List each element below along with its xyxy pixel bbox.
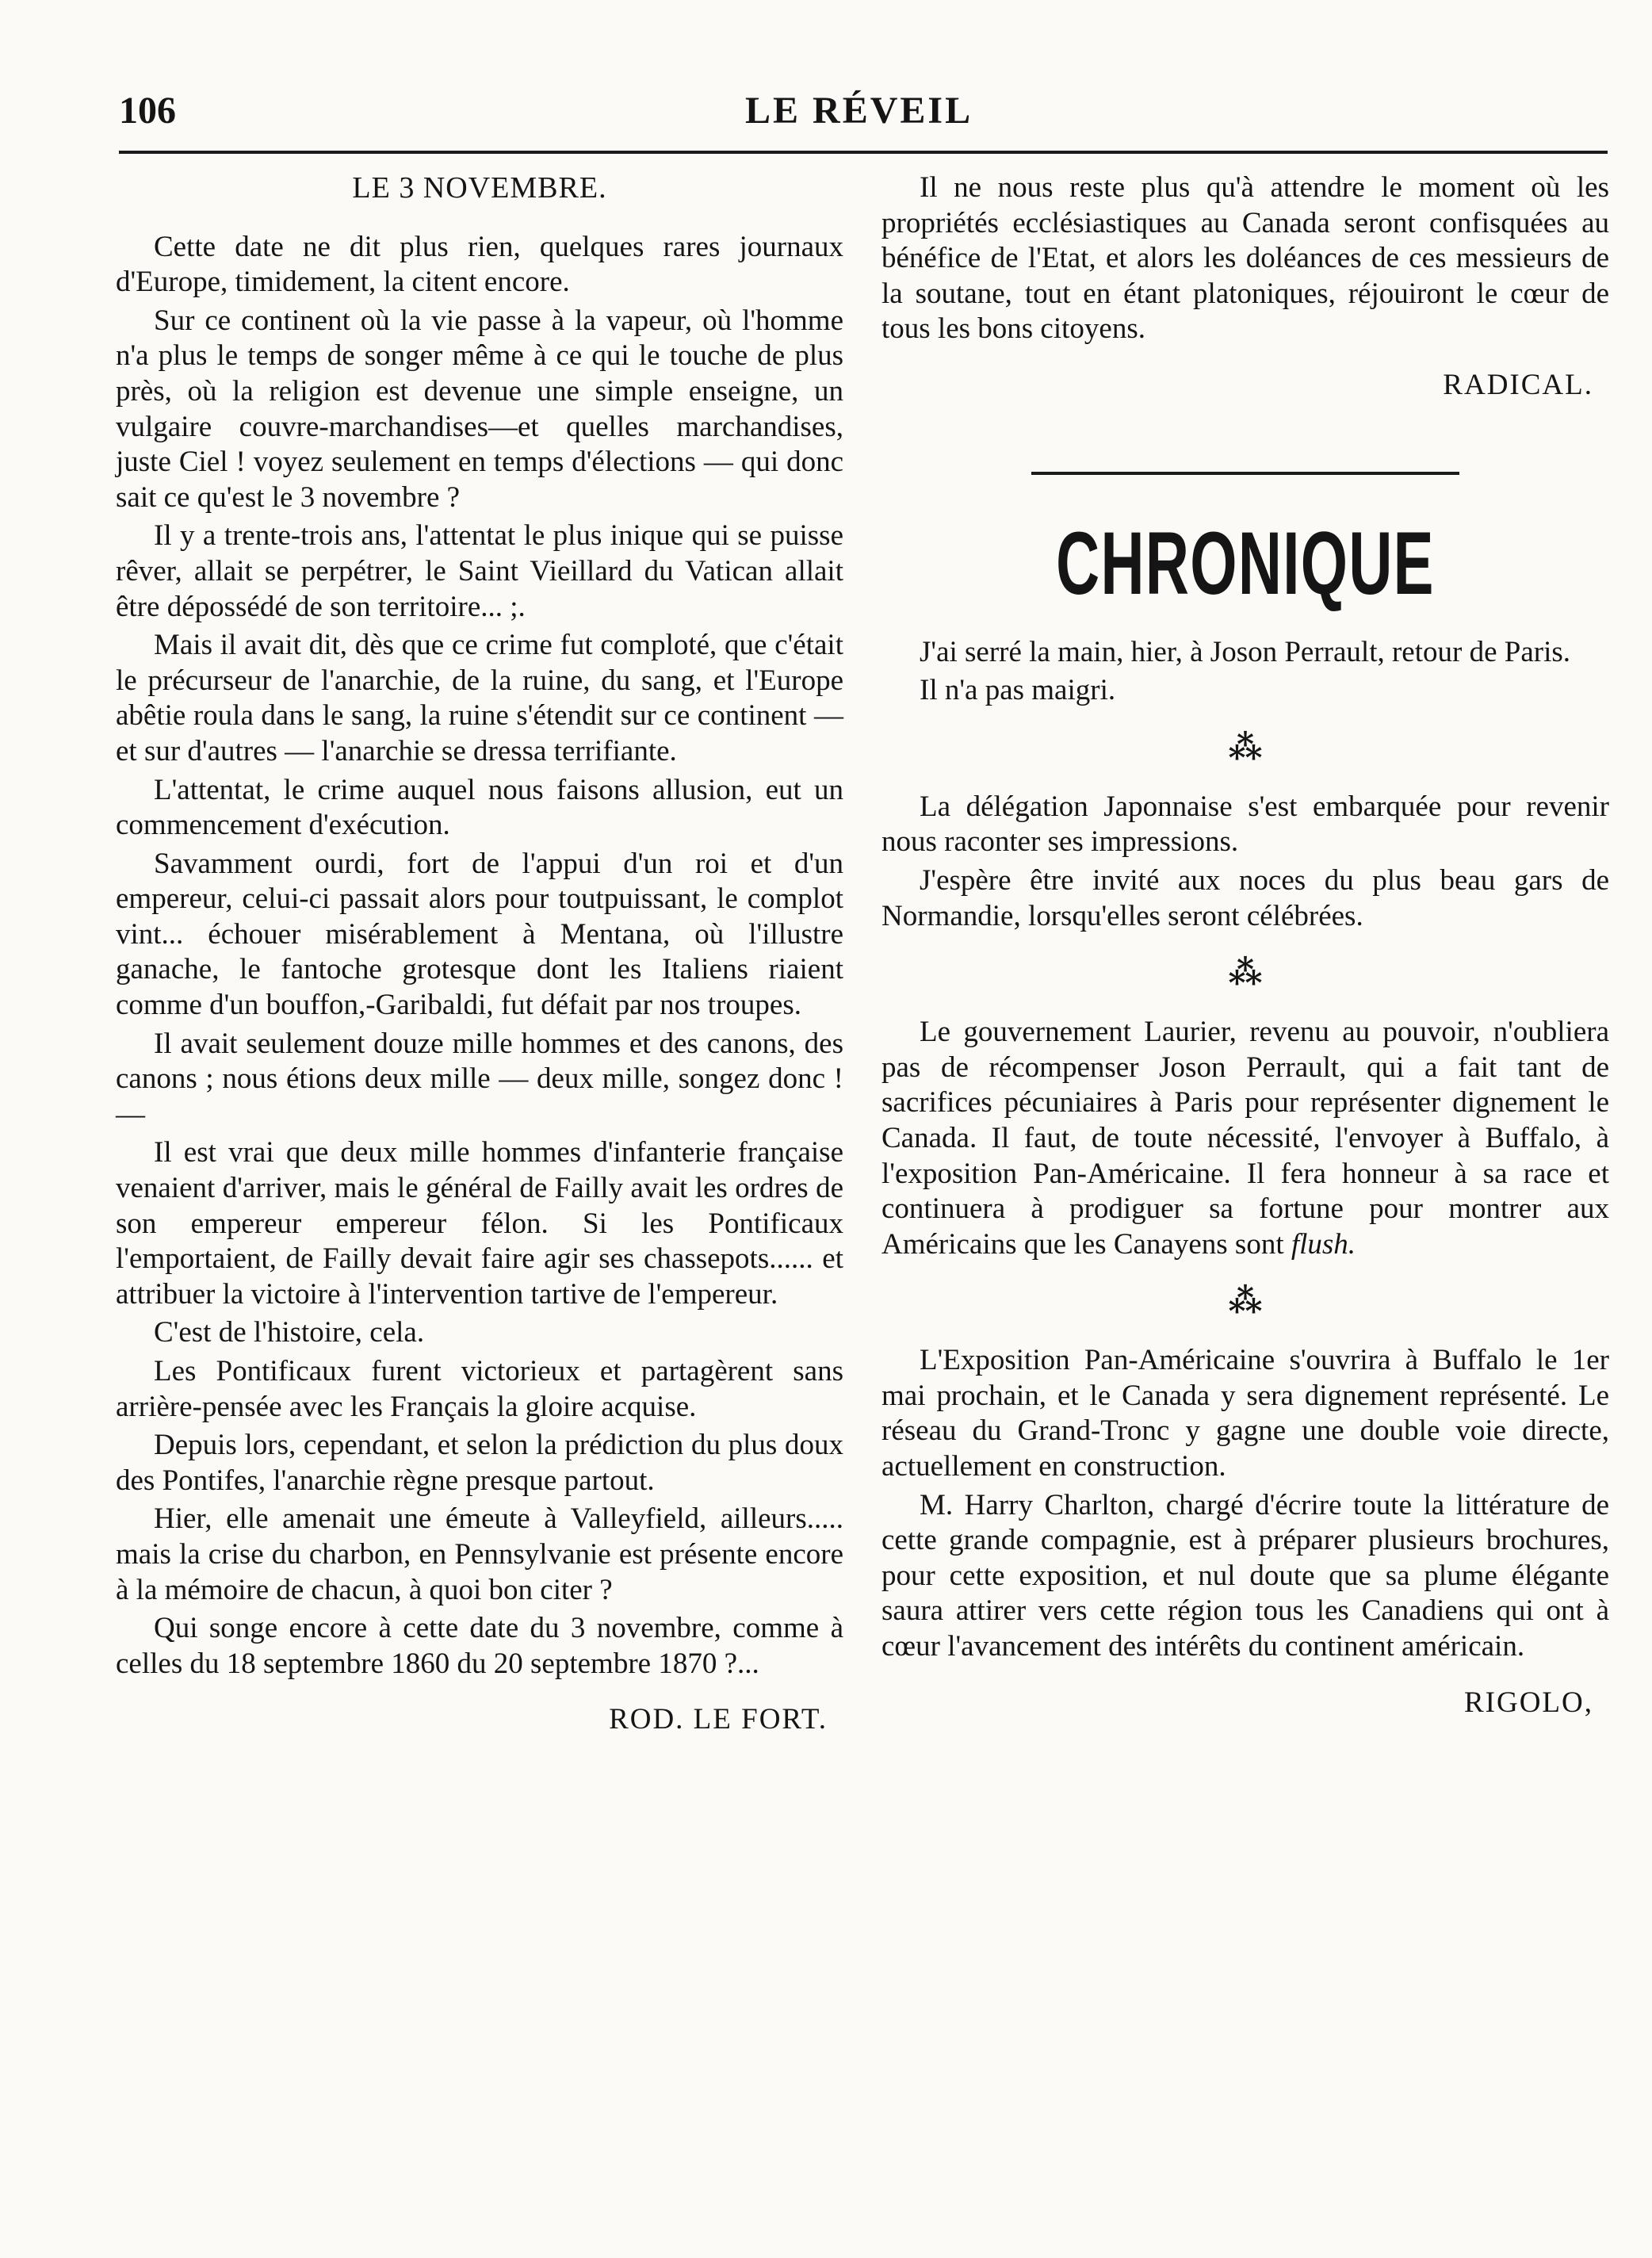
paragraph: J'espère être invité aux noces du plus beau gars de Normandie, lorsqu'elles seront célébrées. [881,863,1609,932]
paragraph: La délégation Japonnaise s'est embarquée pour revenir nous raconter ses impressions. [881,790,1609,859]
italic-word: flush. [1291,1227,1356,1261]
paragraph: Savamment ourdi, fort de l'appui d'un roi et d'un empereur, celui-ci passait alors pour toutpuissant, le complot vint... échouer misérablement à Mentana, où l'illustre ganache, le fantoche grotesque dont les Italiens riaient comme d'un bouffon,-Garibaldi, fut défait par nos troupes. [116,847,843,1022]
paragraph: Il est vrai que deux mille hommes d'infanterie française venaient d'arriver, mais le général de Failly avait les ordres de son empereur empereur félon. Si les Pontificaux l'emportaient, de Failly devait faire agir ses chassepots...... et attribuer la victoire à l'intervention tartive de l'empereur. [116,1136,843,1311]
paragraph: J'ai serré la main, hier, à Joson Perrault, retour de Paris. [920,635,1570,668]
paragraph: Il y a trente-trois ans, l'attentat le plus inique qui se puisse rêver, allait se perpétrer, le Saint Vieillard du Vatican allait être dépossédé de son territoire... ;. [116,519,843,623]
right-column [881,170,1609,1720]
paragraph: L'Exposition Pan-Américaine s'ouvrira à Buffalo le 1er mai prochain, et le Canada y sera dignement représenté. Le réseau du Grand-Tronc y gagne une double voie directe, actuellement en construction. [881,1344,1609,1483]
paragraph: Les Pontificaux furent victorieux et partagèrent sans arrière-pensée avec les Français la gloire acquise. [116,1355,843,1423]
paragraph: C'est de l'histoire, cela. [154,1316,425,1349]
paragraph: Mais il avait dit, dès que ce crime fut comploté, que c'était le précurseur de l'anarchie, de la ruine, du sang, et l'Europe abêtie roula dans le sang, la ruine s'étendit sur ce continent — et sur d'autres — l'anarchie se dressa terrifiante. [116,629,843,767]
section-title: CHRONIQUE [1056,513,1435,613]
asterism-separator: ⁂ [1228,729,1263,767]
header-rule [119,151,1608,154]
paragraph: Il n'a pas maigri. [920,674,1116,707]
paragraph: Cette date ne dit plus rien, quelques rares journaux d'Europe, timidement, la citent encore. [116,230,843,299]
paragraph: Hier, elle amenait une émeute à Valleyfield, ailleurs..... mais la crise du charbon, en Pennsylvanie est présente encore à la mémoire de chacun, à quoi bon citer ? [116,1502,843,1606]
asterism-separator: ⁂ [1228,1284,1263,1321]
page-number: 106 [119,90,176,132]
journal-title: LE RÉVEIL [745,90,973,132]
paragraph: L'attentat, le crime auquel nous faisons allusion, eut un commencement d'exécution. [116,773,843,842]
article-signature: ROD. LE FORT. [609,1703,828,1736]
paragraph: Qui songe encore à cette date du 3 novembre, comme à celles du 18 septembre 1860 du 20 septembre 1870 ?... [116,1612,843,1680]
paragraph: Depuis lors, cependant, et selon la prédiction du plus doux des Pontifes, l'anarchie règne presque partout. [116,1429,843,1497]
paragraph-text: Le gouvernement Laurier, revenu au pouvoir, n'oubliera pas de récompenser Joson Perrault, qui a fait tant de sacrifices pécuniaires à Paris pour représenter dignement le Canada. Il faut, de toute nécessité, l'envoyer à Buffalo, à l'exposition Pan-Américaine. Il fera honneur à sa race et continuera à prodiguer sa fortune pour montrer aux Américains que les Canayens sont [881,1016,1609,1261]
section-divider [1031,472,1459,475]
paragraph: Il avait seulement douze mille hommes et des canons, des canons ; nous étions deux mille — deux mille, songez donc ! — [116,1027,843,1131]
intro-signature: RADICAL. [1443,368,1593,401]
paragraph [881,1015,1609,1262]
intro-paragraph: Il ne nous reste plus qu'à attendre le moment où les propriétés ecclésiastiques au Canada seront confisquées au bénéfice de l'Etat, et alors les doléances de ces messieurs de la soutane, tout en étant platoniques, réjouiront le cœur de tous les bons citoyens. [881,171,1609,346]
chronicle-signature: RIGOLO, [1463,1686,1593,1719]
running-head [119,89,1608,144]
paragraph: M. Harry Charlton, chargé d'écrire toute la littérature de cette grande compagnie, est à préparer plusieurs brochures, pour cette exposition, et nul doute que sa plume élégante saura attirer vers cette région tous les Canadiens qui ont à cœur l'avancement des intérêts du continent américain. [881,1488,1609,1663]
article-title: LE 3 NOVEMBRE. [352,171,607,205]
left-column [116,170,843,1738]
paragraph: Sur ce continent où la vie passe à la vapeur, où l'homme n'a plus le temps de songer même à ce qui le touche de plus près, où la religion est devenue une simple enseigne, un vulgaire couvre-marchandises—et quelles marchandises, juste Ciel ! voyez seulement en temps d'élections — qui donc sait ce qu'est le 3 novembre ? [116,304,843,514]
asterism-separator: ⁂ [1228,955,1263,993]
